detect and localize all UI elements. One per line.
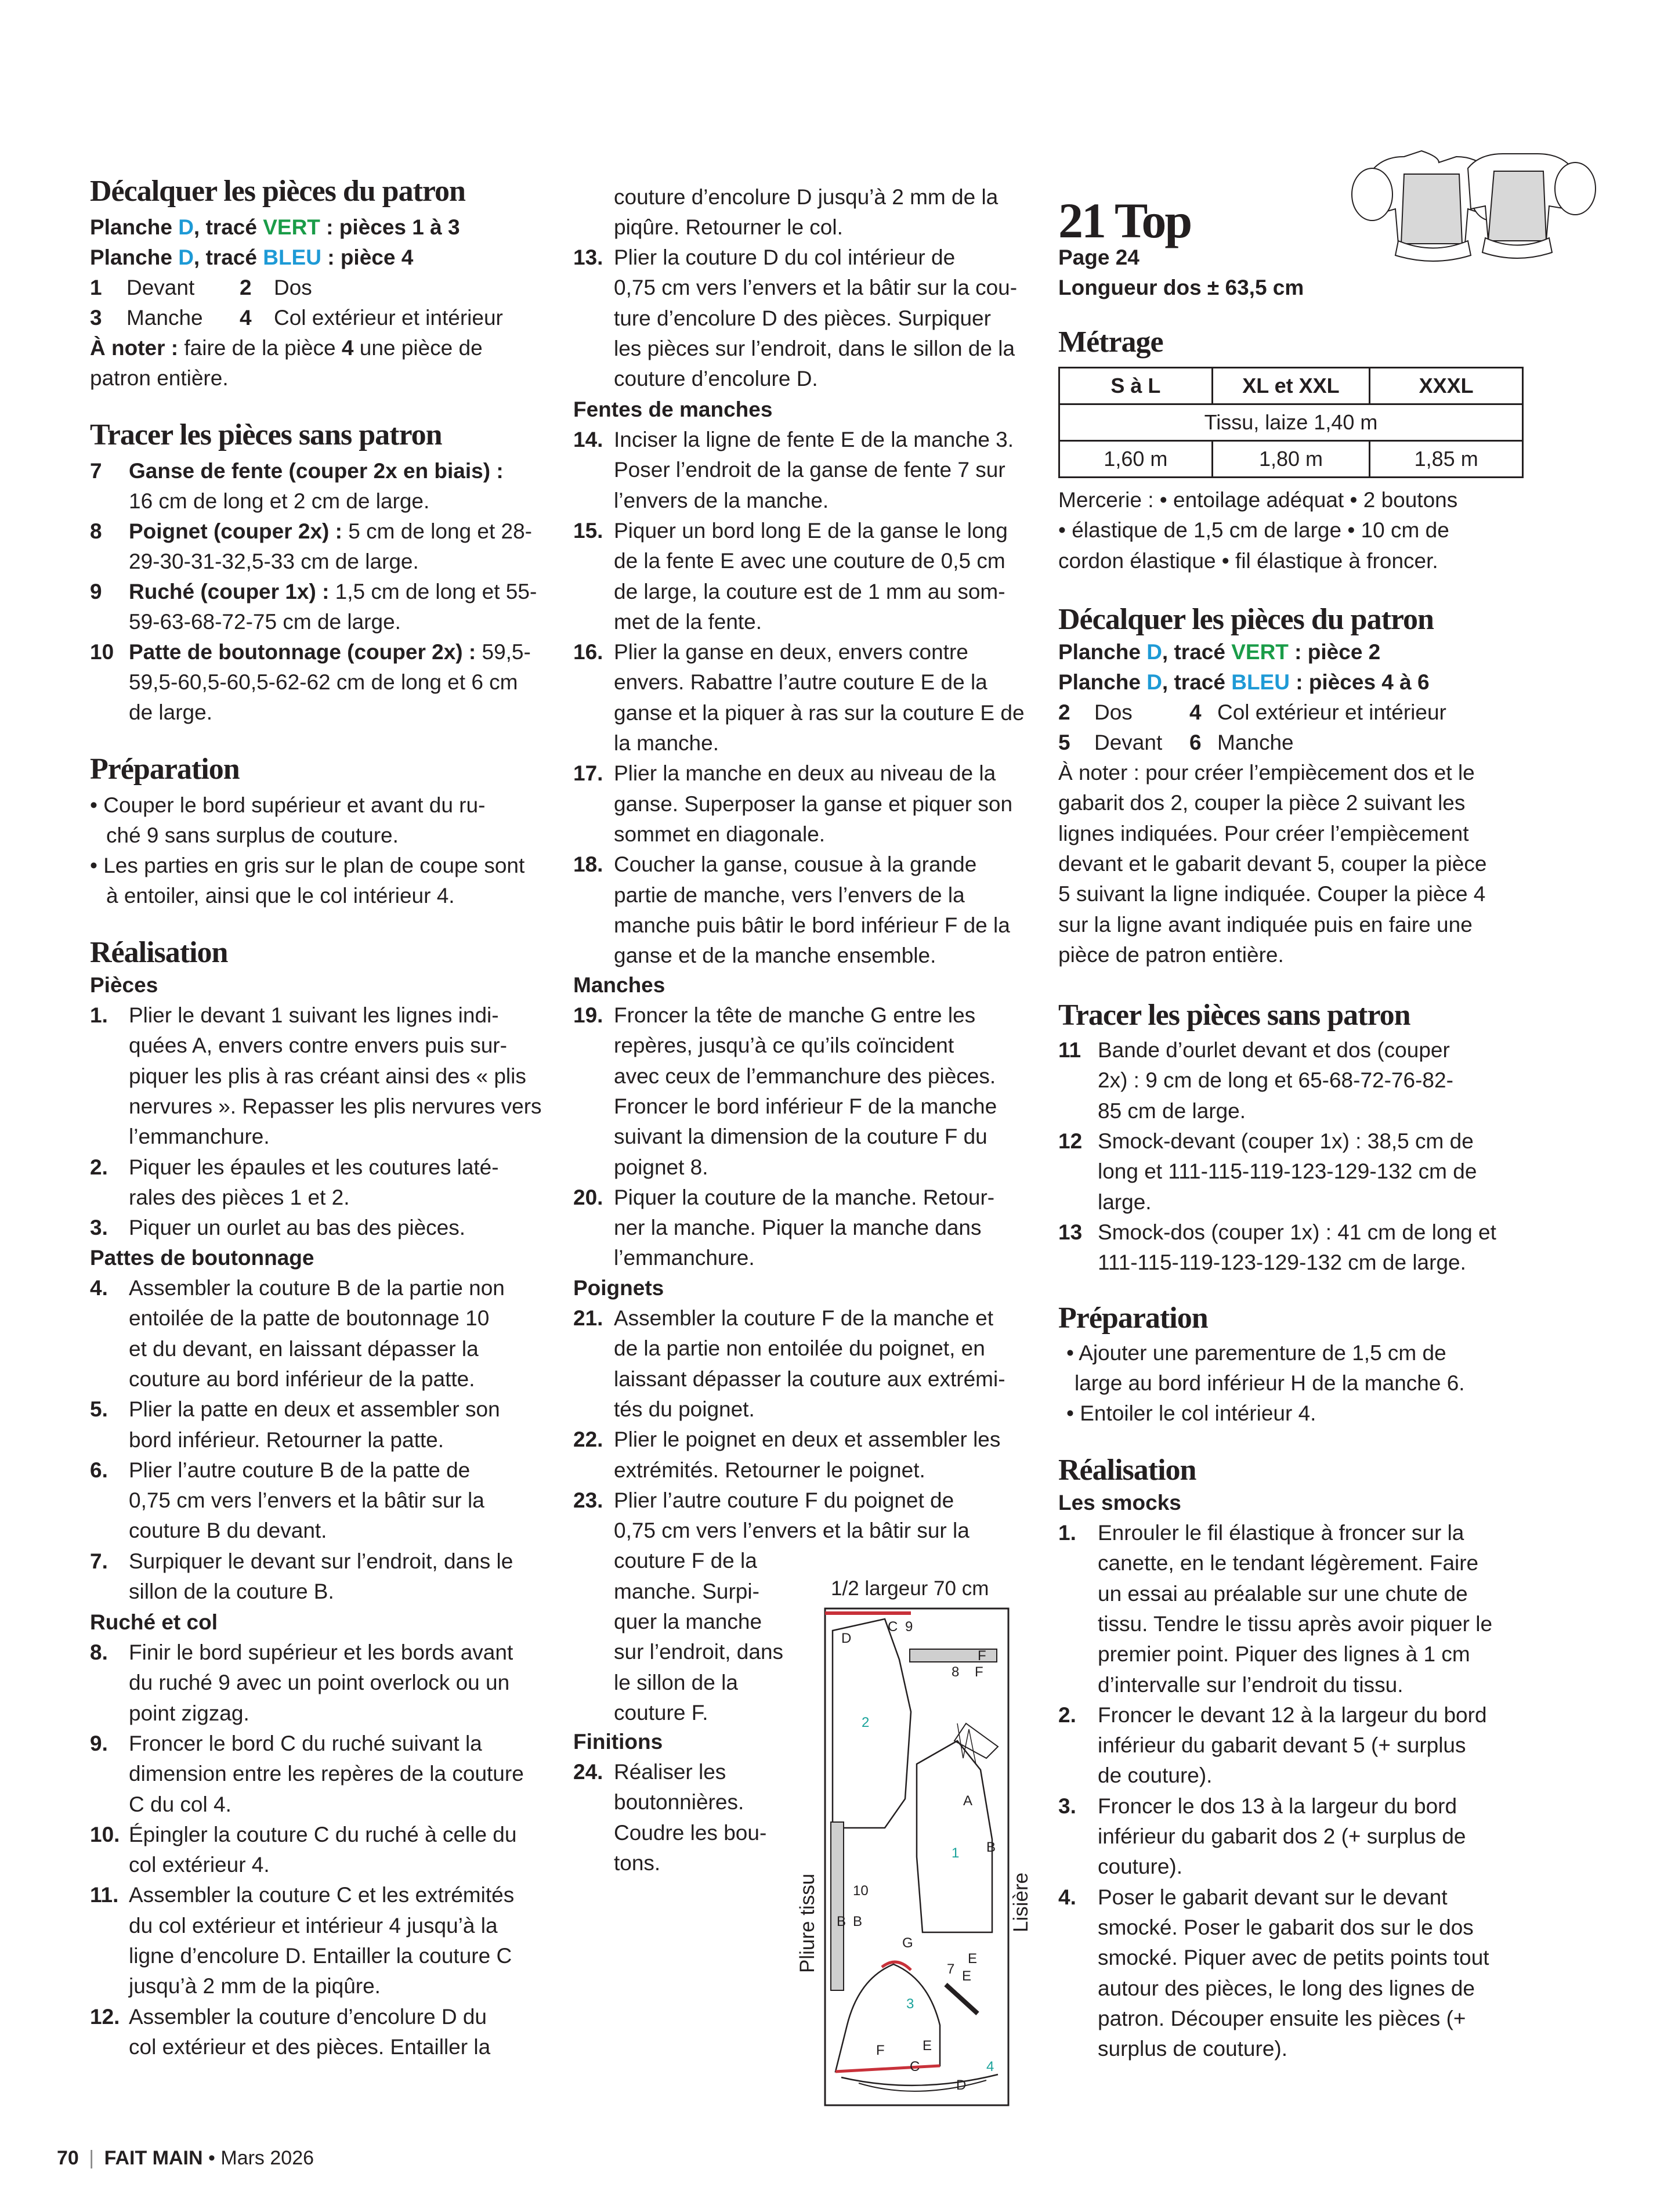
- step-text-line: dimension entre les repères de la couture: [129, 1762, 524, 1786]
- planche-line-2: Planche D, tracé BLEU : pièce 4: [90, 245, 414, 269]
- step-number: 3.: [1058, 1794, 1076, 1818]
- step-text-line: de couture).: [1098, 1763, 1213, 1788]
- step-text-line: premier point. Piquer des lignes à 1 cm: [1098, 1642, 1470, 1667]
- step-text-line: 2x) : 9 cm de long et 65-68-72-76-82-: [1098, 1068, 1453, 1093]
- step-text-line: 0,75 cm vers l’envers et la bâtir sur la cou-: [614, 276, 1018, 300]
- section-title-tracer-right: Tracer les pièces sans patron: [1058, 999, 1410, 1032]
- step-text-line: du ruché 9 avec un point overlock ou un: [129, 1671, 510, 1695]
- step-text-line: Poser le gabarit devant sur le devant: [1098, 1885, 1448, 1909]
- step-text-line: laissant dépasser la couture aux extrémi-: [614, 1367, 1005, 1391]
- diagram-label: 9: [905, 1619, 913, 1635]
- step-number: 21.: [573, 1306, 603, 1330]
- step-number: 1.: [1058, 1521, 1076, 1545]
- step-number: 20.: [573, 1185, 603, 1209]
- diagram-label: F: [876, 2043, 885, 2058]
- step-text-line: jusqu’à 2 mm de la piqûre.: [129, 1974, 381, 1998]
- step-text-line: Piquer un ourlet au bas des pièces.: [129, 1216, 466, 1240]
- step-text-line: couture d’encolure D.: [614, 367, 818, 391]
- step-text-line: 0,75 cm vers l’envers et la bâtir sur la: [614, 1519, 970, 1543]
- prep-right-2: • Entoiler le col intérieur 4.: [1066, 1401, 1316, 1425]
- diagram-label: 7: [947, 1961, 955, 1977]
- step-text-line: 0,75 cm vers l’envers et la bâtir sur la: [129, 1488, 484, 1513]
- subheading-fentes: Fentes de manches: [573, 397, 773, 421]
- table-value-xxxl: 1,85 m: [1370, 441, 1523, 478]
- step-text-line: surplus de couture).: [1098, 2037, 1288, 2061]
- step-number: 24.: [573, 1760, 603, 1784]
- step-text-line: quer la manche: [614, 1610, 762, 1633]
- table-header-xl-xxl: XL et XXL: [1212, 368, 1370, 404]
- footer-separator: |: [89, 2147, 95, 2169]
- step-text-line: d’intervalle sur l’endroit du tissu.: [1098, 1672, 1403, 1697]
- prep-right-1-line-1: • Ajouter une parementure de 1,5 cm de: [1066, 1341, 1446, 1365]
- section-title-decalquer-right: Décalquer les pièces du patron: [1058, 603, 1434, 636]
- step-number: 1.: [90, 1003, 108, 1027]
- note-right-line: sur la ligne avant indiquée puis en faire une: [1058, 912, 1473, 937]
- table-value-s-l: 1,60 m: [1059, 441, 1213, 478]
- table-header-xxxl: XXXL: [1370, 368, 1523, 404]
- step-text-line: sillon de la couture B.: [129, 1580, 334, 1603]
- step-text-line: couture F de la: [614, 1549, 757, 1573]
- step-text-line: sommet en diagonale.: [614, 822, 826, 846]
- table-header-s-l: S à L: [1059, 368, 1213, 404]
- note-right-line: lignes indiquées. Pour créer l’empiècement: [1058, 821, 1469, 845]
- note-right-line: gabarit dos 2, couper la pièce 2 suivant les: [1058, 791, 1466, 815]
- step-number: 10.: [90, 1822, 120, 1846]
- diagram-selvage-label: Lisière: [1010, 1872, 1032, 1932]
- diagram-label: C: [910, 2059, 920, 2074]
- table-fabric-row: Tissu, laize 1,40 m: [1059, 404, 1523, 441]
- step-number: 15.: [573, 518, 603, 543]
- step-text-line: l’emmanchure.: [129, 1125, 270, 1149]
- step-text-line: met de la fente.: [614, 609, 762, 634]
- step-text-line: point zigzag.: [129, 1701, 249, 1725]
- step-number: 13: [1058, 1220, 1083, 1244]
- subheading-manches: Manches: [573, 973, 665, 997]
- step-text-line: Plier l’autre couture B de la patte de: [129, 1458, 471, 1482]
- step-text-line: avec ceux de l’emmanchure des pièces.: [614, 1064, 996, 1088]
- step-text-line: ganse et la piquer à ras sur la couture E de: [614, 700, 1025, 725]
- section-title-preparation: Préparation: [90, 753, 240, 786]
- step-text-line: Coudre les bou-: [614, 1820, 767, 1845]
- step-number: 16.: [573, 640, 603, 664]
- subheading-pieces: Pièces: [90, 973, 158, 997]
- step-number: 11: [1058, 1038, 1081, 1062]
- section-title-decalquer: Décalquer les pièces du patron: [90, 175, 465, 208]
- step-text-line: 85 cm de large.: [1098, 1098, 1246, 1123]
- page-number: 70: [57, 2147, 79, 2169]
- subheading-finitions: Finitions: [573, 1730, 663, 1754]
- step-text-line: Bande d’ourlet devant et dos (couper: [1098, 1038, 1450, 1062]
- step-text-line: du col extérieur et intérieur 4 jusqu’à la: [129, 1913, 498, 1938]
- diagram-label: B: [986, 1839, 996, 1855]
- step-text-line: Inciser la ligne de fente E de la manche 3.: [614, 428, 1014, 451]
- step-text-line: Assembler la couture B de la partie non: [129, 1276, 505, 1300]
- pattern-title: 21 Top: [1058, 193, 1191, 248]
- diagram-label: G: [902, 1935, 913, 1951]
- step-text-line: ligne d’encolure D. Entailler la couture C: [129, 1944, 512, 1968]
- step-number: 18.: [573, 852, 603, 877]
- diagram-label: D: [956, 2077, 967, 2093]
- diagram-label: 1: [952, 1845, 960, 1861]
- step-text-line: Plier la ganse en deux, envers contre: [614, 640, 968, 664]
- step-text-line: col extérieur 4.: [129, 1853, 270, 1877]
- subheading-poignets: Poignets: [573, 1276, 664, 1300]
- step-text-line: suivant la dimension de la couture F du: [614, 1125, 987, 1149]
- step-number: 5.: [90, 1397, 108, 1422]
- step-text-line: canette, en le tendant légèrement. Faire: [1098, 1551, 1479, 1575]
- step-text-line: bord inférieur. Retourner la patte.: [129, 1427, 444, 1452]
- garment-illustration: [1346, 139, 1601, 267]
- prep-item-2-line-1: • Les parties en gris sur le plan de coupe sont: [90, 854, 525, 877]
- step-number: 19.: [573, 1003, 603, 1027]
- mercerie-line: • élastique de 1,5 cm de large • 10 cm de: [1058, 518, 1449, 543]
- diagram-label: E: [962, 1968, 972, 1984]
- step-number: 23.: [573, 1488, 603, 1512]
- step-number: 12: [1058, 1129, 1083, 1153]
- step-text-line: Plier la patte en deux et assembler son: [129, 1397, 500, 1422]
- step-text-line: Assembler la couture d’encolure D du: [129, 2004, 487, 2029]
- step-text-line: Assembler la couture C et les extrémités: [129, 1883, 515, 1907]
- section-title-realisation: Réalisation: [90, 936, 228, 969]
- planche-right-line-1: Planche D, tracé VERT : pièce 2: [1058, 640, 1381, 664]
- step-text-line: tons.: [614, 1850, 661, 1875]
- prep-item-2-line-2: à entoiler, ainsi que le col intérieur 4.: [106, 884, 455, 908]
- step-text-line: Poser l’endroit de la ganse de fente 7 sur: [614, 458, 1005, 482]
- step-text-line: couture B du devant.: [129, 1519, 327, 1543]
- step-text-line: manche. Surpi-: [614, 1579, 759, 1603]
- step-text-line: sur l’endroit, dans: [614, 1640, 784, 1664]
- step-text-line: Froncer le dos 13 à la largeur du bord: [1098, 1794, 1457, 1818]
- metrage-table: [1058, 367, 1524, 478]
- step-text-line: de la partie non entoilée du poignet, en: [614, 1336, 985, 1361]
- diagram-label: B: [837, 1914, 847, 1929]
- step-text-line: Surpiquer le devant sur l’endroit, dans le: [129, 1549, 513, 1573]
- step-number: 22.: [573, 1427, 603, 1452]
- step-text-line: piquer les plis à ras créant ainsi des « plis: [129, 1064, 526, 1088]
- step-text-line: Plier le poignet en deux et assembler les: [614, 1427, 1001, 1452]
- step-text-line: un essai au préalable sur une chute de: [1098, 1581, 1468, 1606]
- note-right-line: À noter : pour créer l’empiècement dos et le: [1058, 761, 1475, 785]
- step-text-line: ture d’encolure D des pièces. Surpiquer: [614, 306, 991, 330]
- subheading-smocks: Les smocks: [1058, 1491, 1181, 1515]
- step-text-line: Finir le bord supérieur et les bords avant: [129, 1640, 513, 1664]
- step-number: 12.: [90, 2004, 120, 2029]
- step-text-line: l’envers de la manche.: [614, 488, 829, 512]
- diagram-label: F: [978, 1648, 986, 1664]
- step-number: 13.: [573, 245, 603, 269]
- planche-line-1: Planche D, tracé VERT : pièces 1 à 3: [90, 215, 460, 239]
- step-text-line: Coucher la ganse, cousue à la grande: [614, 852, 977, 877]
- step-text-line: boutonnières.: [614, 1790, 744, 1815]
- section-title-preparation-right: Préparation: [1058, 1302, 1208, 1335]
- step-text-line: quées A, envers contre envers puis sur-: [129, 1033, 507, 1058]
- step-text-line: inférieur du gabarit dos 2 (+ surplus de: [1098, 1824, 1466, 1848]
- step-text-line: Épingler la couture C du ruché à celle du: [129, 1822, 517, 1846]
- note-right-line: 5 suivant la ligne indiquée. Couper la pièce 4: [1058, 882, 1486, 906]
- step-number: 4.: [1058, 1885, 1076, 1909]
- diagram-width-label: 1/2 largeur 70 cm: [831, 1577, 989, 1600]
- step-number: 14.: [573, 428, 603, 451]
- note-right-line: devant et le gabarit devant 5, couper la pièce: [1058, 851, 1487, 876]
- step-text-line: Plier le devant 1 suivant les lignes indi-: [129, 1003, 499, 1027]
- step-text-line: ner la manche. Piquer la manche dans: [614, 1216, 982, 1240]
- diagram-label: 8: [952, 1664, 960, 1680]
- step-text-line: extrémités. Retourner le poignet.: [614, 1458, 925, 1482]
- section-title-tracer: Tracer les pièces sans patron: [90, 418, 442, 451]
- step-text-line: Plier la manche en deux au niveau de la: [614, 761, 996, 786]
- step-text-line: et du devant, en laissant dépasser la: [129, 1336, 479, 1361]
- step-text-line: Smock-dos (couper 1x) : 41 cm de long et: [1098, 1220, 1496, 1244]
- step-text-line: partie de manche, vers l’envers de la: [614, 883, 965, 907]
- table-value-xl-xxl: 1,80 m: [1212, 441, 1370, 478]
- step-text-line: Plier la couture D du col intérieur de: [614, 245, 956, 269]
- step-text-line: couture F.: [614, 1700, 708, 1725]
- step-text-line: le sillon de la: [614, 1670, 738, 1694]
- footer-bullet: •: [208, 2147, 215, 2169]
- step-text-line: Froncer le devant 12 à la largeur du bord: [1098, 1703, 1487, 1727]
- step-number: 17.: [573, 761, 603, 786]
- step-text-line: Plier l’autre couture F du poignet de: [614, 1488, 954, 1512]
- layout-svg: [824, 1607, 1010, 2106]
- page-footer: [57, 2147, 314, 2170]
- step-text-line: smocké. Piquer avec de petits points tout: [1098, 1946, 1489, 1970]
- step-text-line: entoilée de la patte de boutonnage 10: [129, 1306, 490, 1331]
- step-number: 11.: [90, 1883, 119, 1907]
- step-text-line: la manche.: [614, 731, 719, 755]
- mercerie-line: cordon élastique • fil élastique à froncer.: [1058, 548, 1438, 573]
- step-text-line: ganse. Superposer la ganse et piquer son: [614, 791, 1013, 816]
- diagram-label: 2: [862, 1715, 870, 1730]
- note-line-1: À noter : faire de la pièce 4 une pièce de: [90, 336, 483, 360]
- diagram-label: 4: [986, 2059, 994, 2074]
- step-text-line: couture au bord inférieur de la patte.: [129, 1367, 475, 1391]
- step-text-line: Piquer la couture de la manche. Retour-: [614, 1185, 995, 1209]
- prep-item-1-line-2: ché 9 sans surplus de couture.: [106, 823, 399, 847]
- diagram-label: 3: [906, 1996, 914, 2012]
- magazine-name: FAIT MAIN: [104, 2147, 203, 2169]
- step-text-line: tissu. Tendre le tissu après avoir piquer le: [1098, 1611, 1493, 1636]
- step-text-line: Smock-devant (couper 1x) : 38,5 cm de: [1098, 1129, 1474, 1153]
- planche-right-line-2: Planche D, tracé BLEU : pièces 4 à 6: [1058, 670, 1430, 694]
- continued-line: couture d’encolure D jusqu’à 2 mm de la: [614, 185, 999, 209]
- step-text-line: tés du poignet.: [614, 1397, 755, 1421]
- subheading-pattes: Pattes de boutonnage: [90, 1246, 314, 1270]
- step-number: 4.: [90, 1276, 108, 1300]
- step-text-line: envers. Rabattre l’autre couture E de la: [614, 670, 987, 695]
- step-text-line: Piquer les épaules et les coutures laté-: [129, 1155, 499, 1179]
- step-text-line: Assembler la couture F de la manche et: [614, 1306, 993, 1330]
- diagram-label: F: [975, 1664, 983, 1680]
- step-text-line: autour des pièces, le long des lignes de: [1098, 1976, 1475, 2000]
- step-text-line: de large, la couture est de 1 mm au som-: [614, 579, 1005, 603]
- step-number: 8.: [90, 1640, 108, 1664]
- diagram-label: 10: [853, 1883, 869, 1899]
- step-number: 9.: [90, 1731, 108, 1755]
- diagram-label: A: [963, 1793, 973, 1809]
- step-text-line: rales des pièces 1 et 2.: [129, 1185, 350, 1209]
- note-right-line: pièce de patron entière.: [1058, 942, 1284, 967]
- step-text-line: de la fente E avec une couture de 0,5 cm: [614, 549, 1005, 573]
- step-text-line: patron. Découper ensuite les pièces (+: [1098, 2006, 1466, 2030]
- step-text-line: Enrouler le fil élastique à froncer sur la: [1098, 1521, 1464, 1545]
- step-text-line: inférieur du gabarit devant 5 (+ surplus: [1098, 1733, 1466, 1758]
- section-title-metrage: Métrage: [1058, 326, 1163, 359]
- mercerie-line: Mercerie : • entoilage adéquat • 2 boutons: [1058, 488, 1458, 512]
- continued-line: piqûre. Retourner le col.: [614, 215, 843, 240]
- step-text-line: large.: [1098, 1190, 1152, 1214]
- diagram-fold-label: Pliure tissu: [796, 1873, 819, 1973]
- step-number: 3.: [90, 1216, 108, 1240]
- subheading-ruche: Ruché et col: [90, 1610, 218, 1634]
- step-text-line: repères, jusqu’à ce qu’ils coïncident: [614, 1033, 954, 1058]
- prep-item-1-line-1: • Couper le bord supérieur et avant du ru-: [90, 793, 486, 817]
- step-text-line: poignet 8.: [614, 1155, 708, 1179]
- step-text-line: les pièces sur l’endroit, dans le sillon de la: [614, 336, 1015, 360]
- step-text-line: manche puis bâtir le bord inférieur F de la: [614, 913, 1010, 937]
- step-text-line: Piquer un bord long E de la ganse le long: [614, 518, 1008, 543]
- issue-date: Mars 2026: [220, 2147, 314, 2169]
- note-line-2: patron entière.: [90, 366, 229, 390]
- diagram-label: E: [968, 1951, 978, 1967]
- step-text-line: ganse et de la manche ensemble.: [614, 944, 936, 968]
- diagram-label: E: [923, 2038, 932, 2054]
- pattern-page: Page 24: [1058, 245, 1140, 269]
- step-text-line: smocké. Poser le gabarit dos sur le dos: [1098, 1915, 1474, 1939]
- step-number: 6.: [90, 1458, 108, 1482]
- section-title-realisation-right: Réalisation: [1058, 1454, 1196, 1487]
- step-text-line: nervures ». Repasser les plis nervures vers: [129, 1094, 542, 1118]
- step-number: 2.: [1058, 1703, 1076, 1727]
- prep-right-1-line-2: large au bord inférieur H de la manche 6.: [1075, 1371, 1465, 1395]
- step-number: 2.: [90, 1155, 108, 1179]
- diagram-label: B: [853, 1914, 863, 1929]
- diagram-label: D: [841, 1631, 852, 1646]
- step-text-line: l’emmanchure.: [614, 1246, 755, 1270]
- step-text-line: couture).: [1098, 1855, 1183, 1879]
- step-text-line: C du col 4.: [129, 1792, 231, 1816]
- step-text-line: col extérieur et des pièces. Entailler la: [129, 2034, 491, 2059]
- diagram-label: C: [888, 1619, 898, 1635]
- pattern-length: Longueur dos ± 63,5 cm: [1058, 276, 1304, 299]
- step-text-line: Froncer le bord C du ruché suivant la: [129, 1731, 482, 1755]
- step-number: 7.: [90, 1549, 108, 1573]
- step-text-line: Réaliser les: [614, 1760, 726, 1784]
- step-text-line: long et 111-115-119-123-129-132 cm de: [1098, 1159, 1477, 1184]
- step-text-line: Froncer la tête de manche G entre les: [614, 1003, 976, 1027]
- step-text-line: Froncer le bord inférieur F de la manche: [614, 1094, 997, 1118]
- step-text-line: 111-115-119-123-129-132 cm de large.: [1098, 1250, 1466, 1275]
